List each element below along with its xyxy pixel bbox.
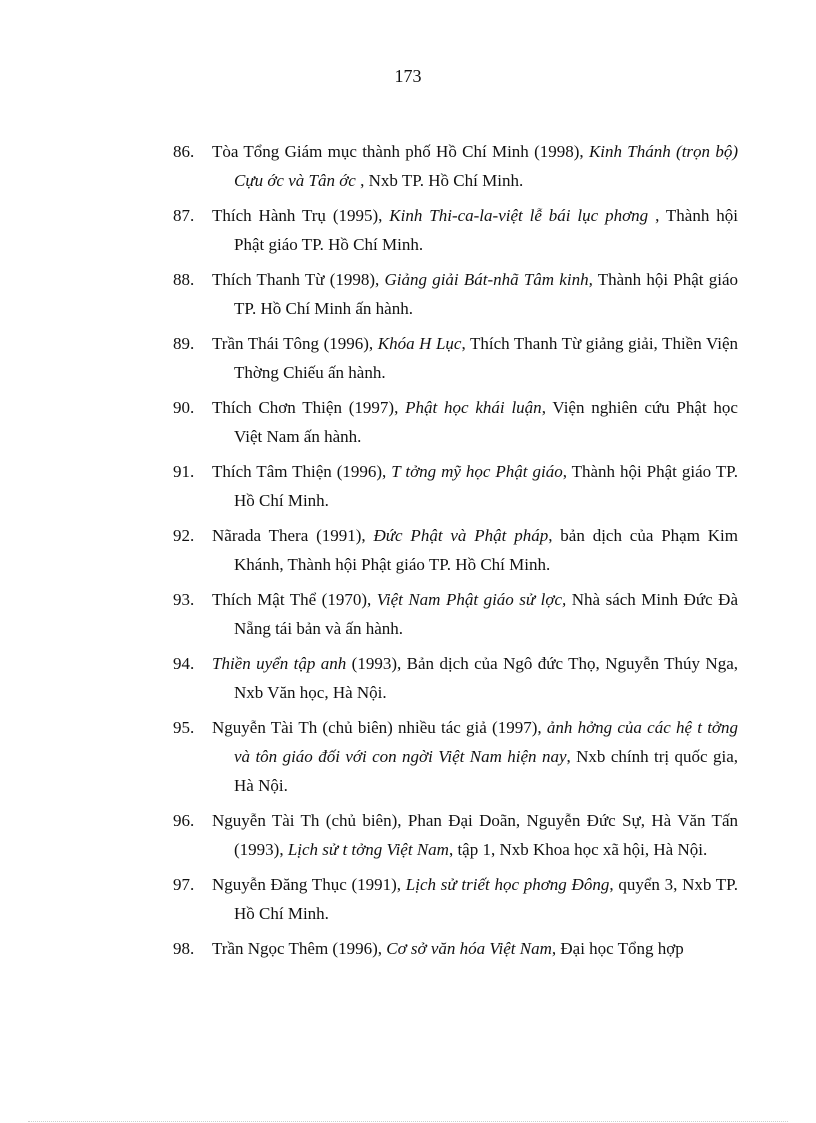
reference-number: 97. bbox=[173, 875, 195, 894]
reference-number: 95. bbox=[173, 718, 195, 737]
reference-text: Thành hội Phật giáo TP. Hồ Chí Minh ấn hành. bbox=[234, 270, 739, 318]
reference-item bbox=[134, 585, 738, 643]
reference-title: Giảng giải Bát-nhã Tâm kinh, bbox=[384, 270, 593, 289]
reference-item bbox=[134, 870, 738, 928]
reference-item bbox=[134, 457, 738, 515]
reference-text: Thích Mật Thể (1970), bbox=[212, 590, 377, 609]
reference-text: Tòa Tổng Giám mục thành phố Hồ Chí Minh (1998), bbox=[212, 142, 589, 161]
reference-number: 96. bbox=[173, 811, 195, 830]
reference-item bbox=[134, 934, 738, 963]
reference-item bbox=[134, 806, 738, 864]
reference-number: 98. bbox=[173, 939, 195, 958]
reference-title: ảnh hởng của các hệ t tởng và tôn giáo đối với con ngời Việt Nam hiện nay bbox=[234, 718, 738, 766]
reference-text: Thích Tâm Thiện (1996), bbox=[212, 462, 392, 481]
reference-item bbox=[134, 265, 738, 323]
reference-text: , bản dịch của Phạm Kim Khánh, Thành hội Phật giáo TP. Hồ Chí Minh. bbox=[234, 526, 739, 574]
reference-title: Đức Phật và Phật pháp bbox=[373, 526, 549, 545]
reference-text: , Thích Thanh Từ giảng giải, Thiền Viện Thờng Chiếu ấn hành. bbox=[234, 334, 738, 382]
reference-number: 89. bbox=[173, 334, 195, 353]
reference-text: Nguyễn Đăng Thục (1991), bbox=[212, 875, 406, 894]
reference-item bbox=[134, 329, 738, 387]
reference-text: Nguyễn Tài Th (chủ biên), Phan Đại Doãn, Nguyễn Đức Sự, Hà Văn Tấn (1993), bbox=[212, 811, 738, 859]
reference-text: Nãrada Thera (1991), bbox=[212, 526, 374, 545]
reference-item bbox=[134, 521, 738, 579]
reference-title: Cơ sở văn hóa Việt Nam bbox=[386, 939, 552, 958]
reference-text: , Thành hội Phật giáo TP. Hồ Chí Minh. bbox=[234, 206, 738, 254]
page-number: 173 bbox=[394, 66, 422, 86]
reference-text: (1993), Bản dịch của Ngô đức Thọ, Nguyễn Thúy Nga, Nxb Văn học, Hà Nội. bbox=[234, 654, 738, 702]
reference-title: Kinh Thi-ca-la-việt lễ bái lục phơng bbox=[389, 206, 649, 225]
reference-item bbox=[134, 137, 738, 195]
reference-text: , Nxb chính trị quốc gia, Hà Nội. bbox=[234, 747, 738, 795]
reference-text: Thích Thanh Từ (1998), bbox=[212, 270, 385, 289]
reference-text: Trần Thái Tông (1996), bbox=[212, 334, 378, 353]
reference-number: 86. bbox=[173, 142, 195, 161]
reference-title: Kinh Thánh (trọn bộ) Cựu ớc và Tân ớc bbox=[234, 142, 738, 190]
reference-item bbox=[134, 201, 738, 259]
reference-number: 88. bbox=[173, 270, 195, 289]
reference-number: 93. bbox=[173, 590, 195, 609]
reference-title: Phật học khái luận bbox=[405, 398, 542, 417]
reference-text: , tập 1, Nxb Khoa học xã hội, Hà Nội. bbox=[448, 840, 708, 859]
reference-text: Thích Chơn Thiện (1997), bbox=[212, 398, 406, 417]
reference-item bbox=[134, 649, 738, 707]
page-bottom-divider bbox=[28, 1121, 788, 1122]
reference-text: Thích Hành Trụ (1995), bbox=[212, 206, 390, 225]
reference-number: 94. bbox=[173, 654, 195, 673]
reference-item bbox=[134, 393, 738, 451]
reference-text: , Thành hội Phật giáo TP. Hồ Chí Minh. bbox=[234, 462, 738, 510]
reference-title: T tởng mỹ học Phật giáo bbox=[391, 462, 563, 481]
reference-text: , Đại học Tổng hợp bbox=[551, 939, 684, 958]
reference-text: Trần Ngọc Thêm (1996), bbox=[212, 939, 387, 958]
reference-number: 90. bbox=[173, 398, 195, 417]
reference-title: Khóa H Lục bbox=[377, 334, 462, 353]
reference-number: 92. bbox=[173, 526, 195, 545]
reference-text: Nguyễn Tài Th (chủ biên) nhiều tác giả (1997), bbox=[212, 718, 547, 737]
reference-text: , Viện nghiên cứu Phật học Việt Nam ấn hành. bbox=[234, 398, 738, 446]
reference-item bbox=[134, 713, 738, 800]
reference-title: Lịch sử triết học phơng Đông bbox=[405, 875, 610, 894]
reference-title: Lịch sử t tởng Việt Nam bbox=[287, 840, 449, 859]
reference-list bbox=[134, 137, 738, 969]
reference-title: Thiền uyển tập anh bbox=[212, 654, 347, 673]
reference-text: Nhà sách Minh Đức Đà Nẵng tái bản và ấn hành. bbox=[234, 590, 739, 638]
reference-text: , Nxb TP. Hồ Chí Minh. bbox=[355, 171, 524, 190]
reference-title: Việt Nam Phật giáo sử lợc, bbox=[376, 590, 567, 609]
reference-number: 87. bbox=[173, 206, 195, 225]
reference-text: , quyển 3, Nxb TP. Hồ Chí Minh. bbox=[234, 875, 738, 923]
reference-number: 91. bbox=[173, 462, 195, 481]
